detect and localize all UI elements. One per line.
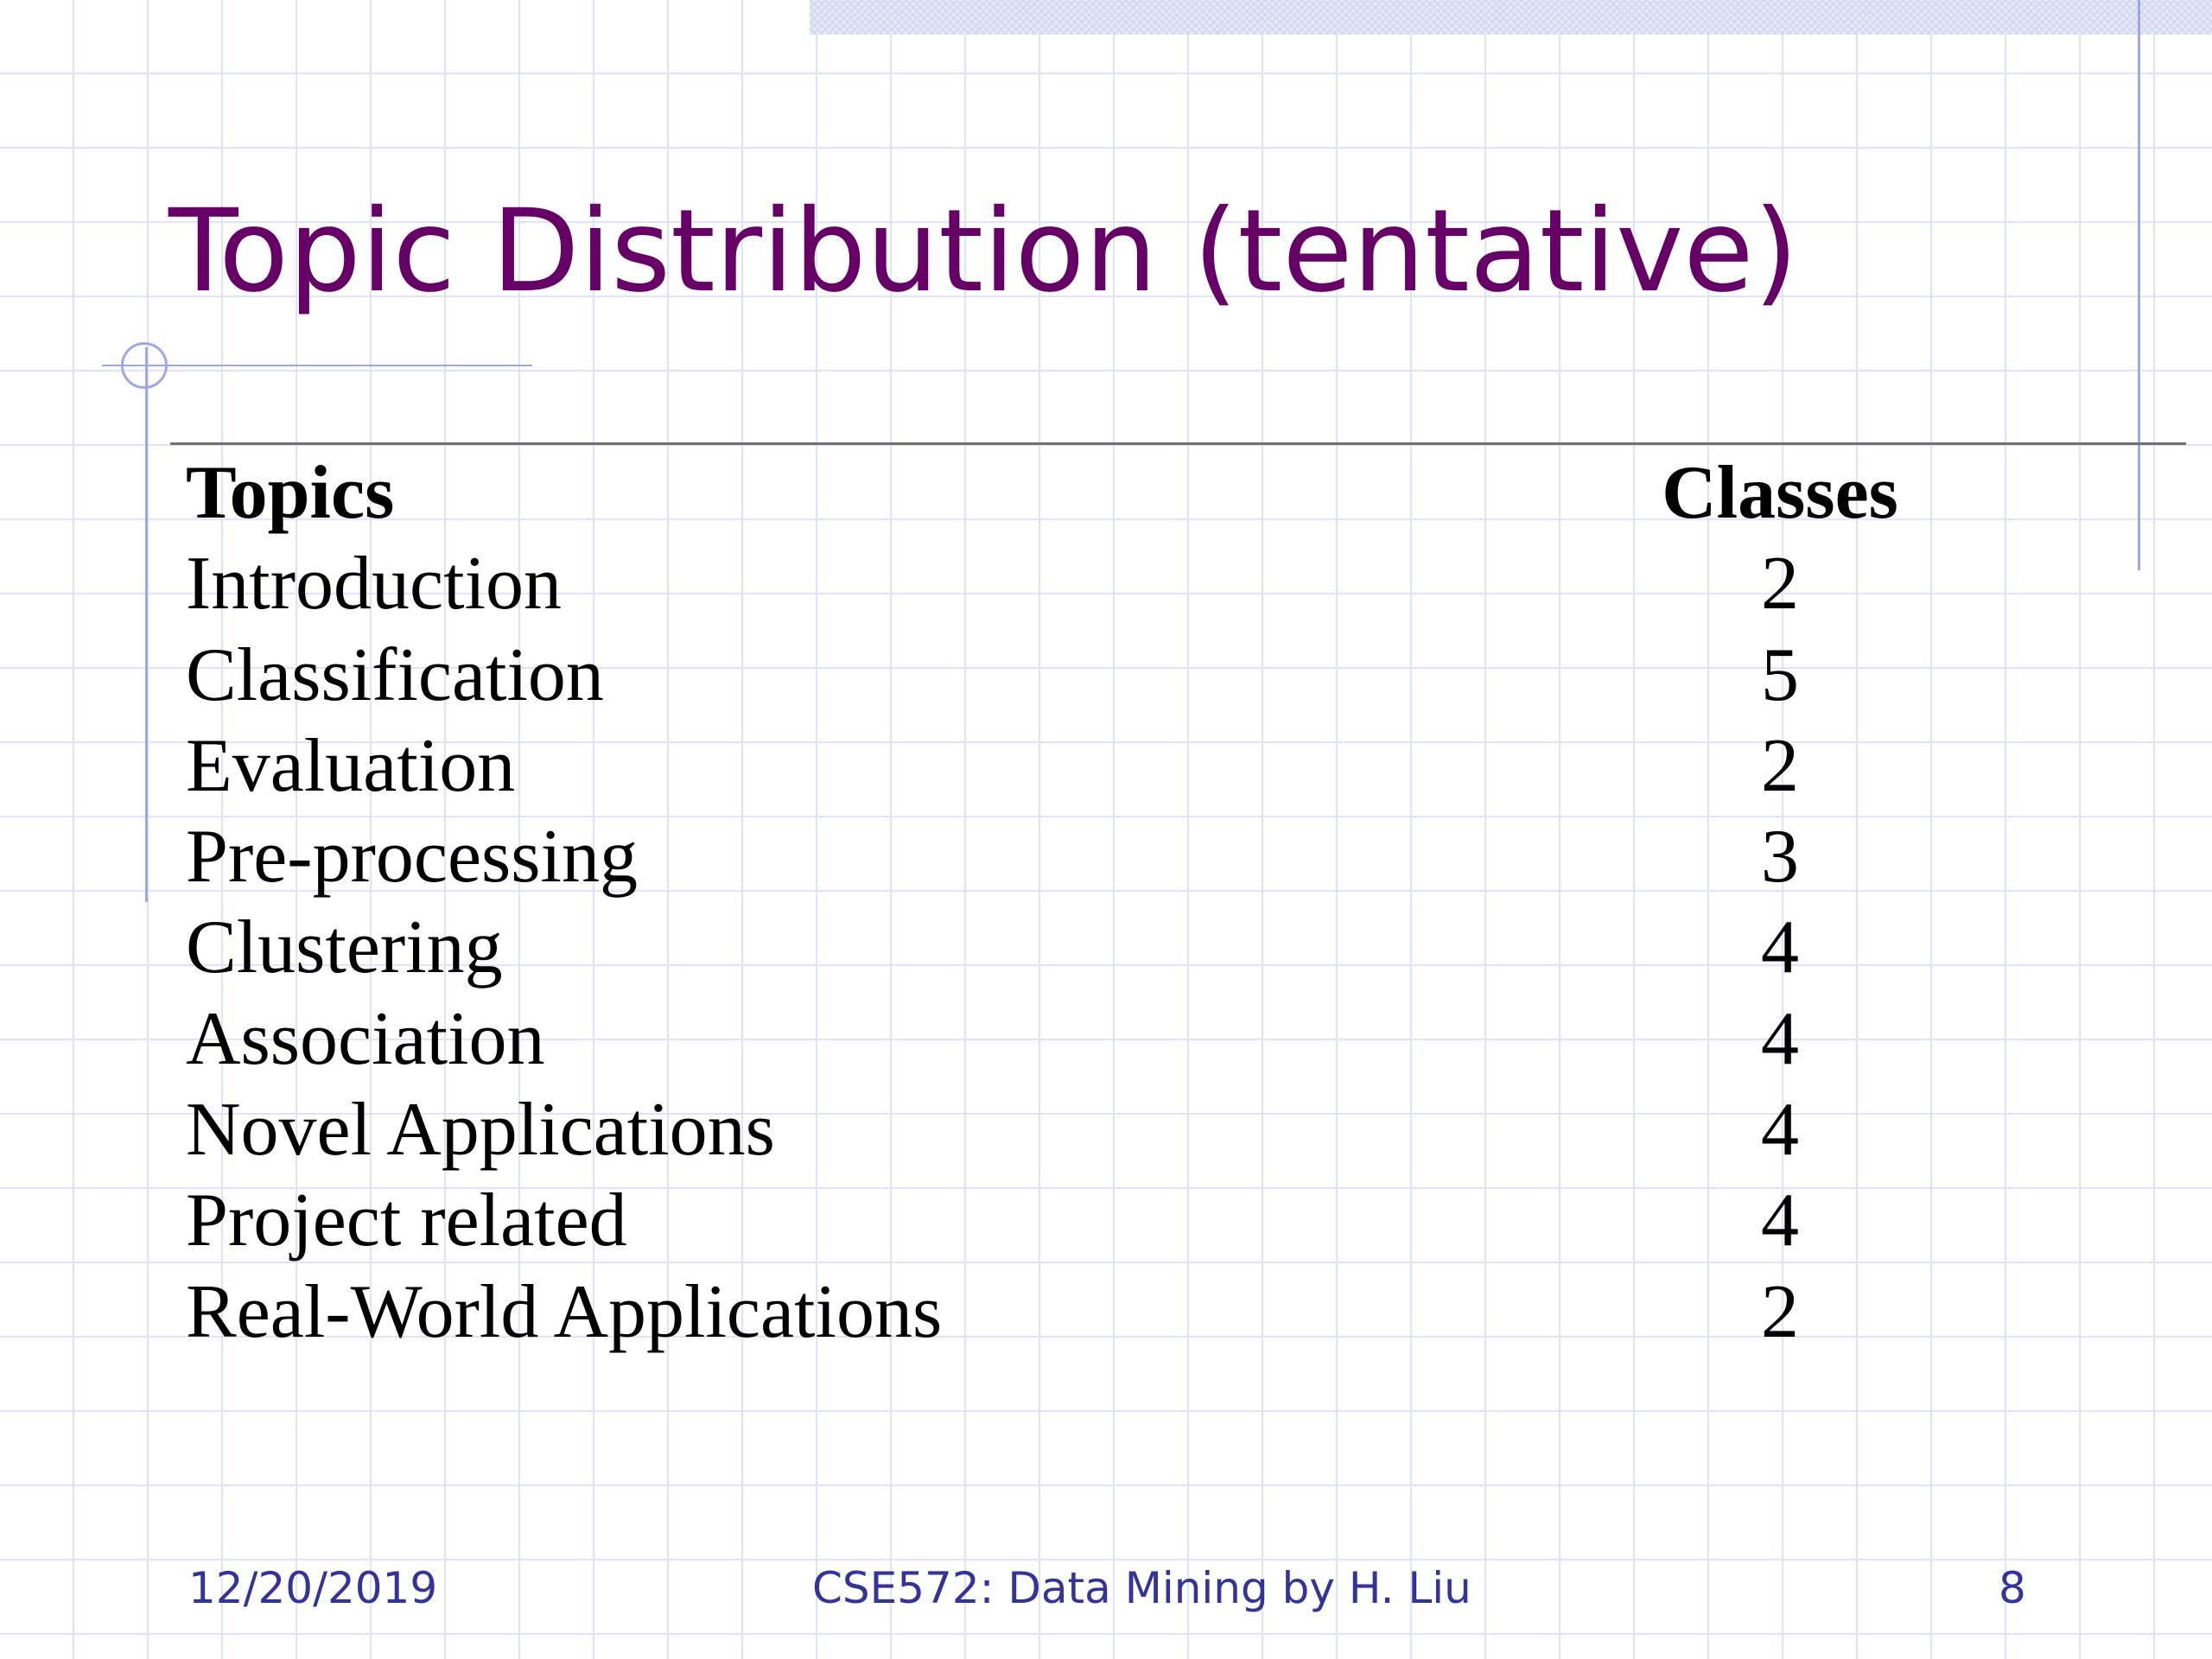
table-row xyxy=(186,630,1914,721)
class-count: 4 xyxy=(1761,996,1799,1081)
decorative-top-band xyxy=(810,0,2212,35)
decorative-left-line xyxy=(145,347,148,902)
class-count: 3 xyxy=(1761,815,1799,899)
table-header-row xyxy=(186,448,1914,538)
decorative-right-line xyxy=(2138,0,2140,570)
class-count: 4 xyxy=(1761,906,1799,990)
topic-name: Novel Applications xyxy=(186,1088,775,1173)
table-row xyxy=(186,994,1914,1084)
header-classes: Classes xyxy=(1662,451,1898,535)
footer-date: 12/20/2019 xyxy=(188,1563,438,1613)
topic-name: Classification xyxy=(186,632,604,717)
class-count: 5 xyxy=(1761,632,1799,717)
topic-name: Real-World Applications xyxy=(186,1269,943,1354)
topic-name: Clustering xyxy=(186,906,503,990)
table-row xyxy=(186,1267,1914,1357)
table-row xyxy=(186,1175,1914,1266)
topic-name: Evaluation xyxy=(186,723,516,808)
header-topics: Topics xyxy=(186,451,395,535)
table-row xyxy=(186,538,1914,629)
crosshair-icon xyxy=(121,342,168,389)
table-row xyxy=(186,1084,1914,1175)
table-top-rule xyxy=(170,442,2186,445)
class-count: 2 xyxy=(1761,1269,1799,1354)
topic-name: Pre-processing xyxy=(186,815,638,899)
class-count: 4 xyxy=(1761,1179,1799,1263)
topic-name: Project related xyxy=(186,1179,627,1263)
footer-page-number: 8 xyxy=(1999,1563,2026,1613)
class-count: 4 xyxy=(1761,1088,1799,1173)
class-count: 2 xyxy=(1761,542,1799,626)
class-count: 2 xyxy=(1761,723,1799,808)
topic-name: Introduction xyxy=(186,542,563,626)
topic-table xyxy=(186,448,1914,1357)
table-row xyxy=(186,721,1914,811)
table-row xyxy=(186,902,1914,993)
topic-name: Association xyxy=(186,996,545,1081)
footer-course: CSE572: Data Mining by H. Liu xyxy=(812,1563,1471,1613)
slide-title: Topic Distribution (tentative) xyxy=(168,185,1799,318)
table-row xyxy=(186,811,1914,902)
